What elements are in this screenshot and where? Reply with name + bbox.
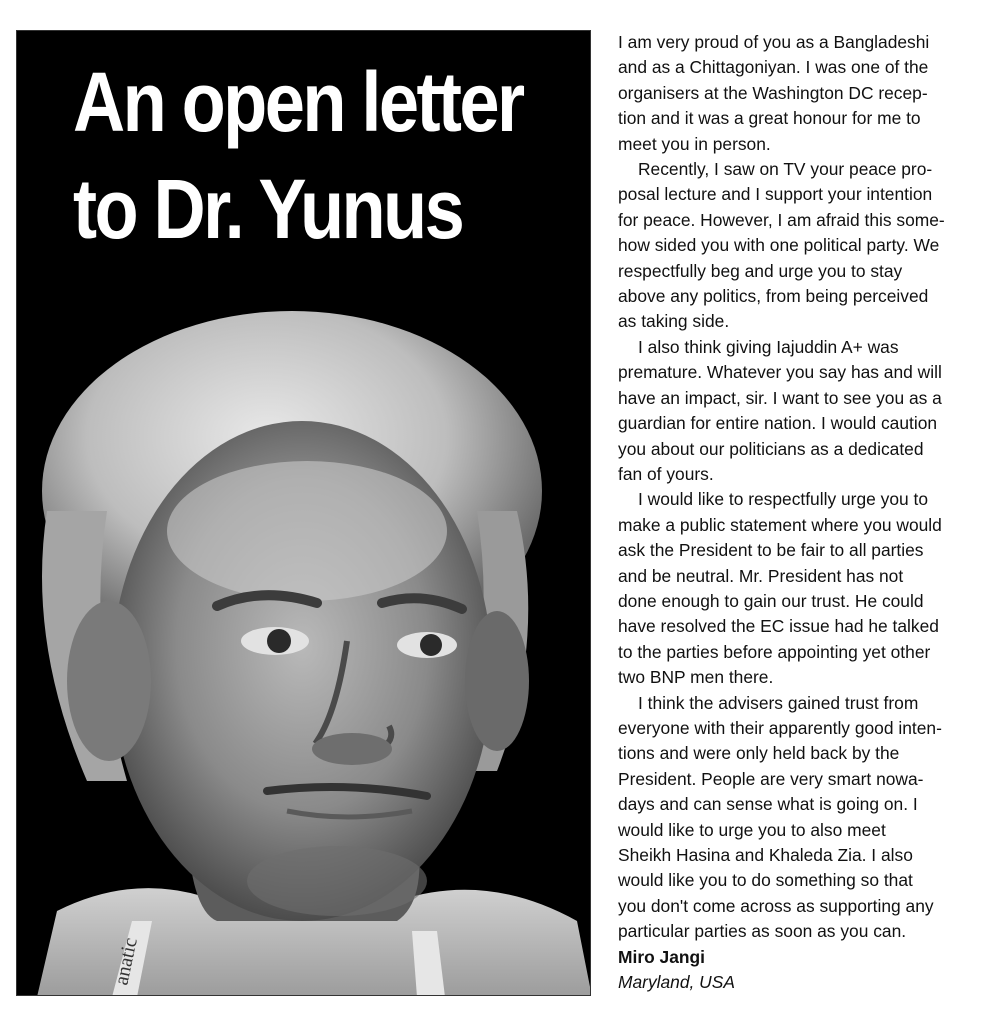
headline-line-1: An open letter [73,55,523,149]
letter-line: to the parties before appointing yet other [618,641,931,662]
letter-line: Sheikh Hasina and Khaleda Zia. I also [618,845,913,865]
headline-line-2: to Dr. Yunus [73,162,463,256]
photo-panel [16,30,591,996]
author-location: Maryland, USA [618,972,735,993]
letter-line: posal lecture and I support your intention [618,184,933,205]
letter-line: particular parties as soon as you can. [618,921,907,942]
letter-line: would like to urge you to also meet [618,819,886,840]
letter-line: organisers at the Washington DC recep- [618,82,928,103]
author-name: Miro Jangi [618,946,705,967]
letter-line: have resolved the EC issue had he talked [618,616,939,637]
letter-line: as taking side. [618,311,730,332]
letter-line: President. People are very smart nowa- [618,768,924,789]
letter-line: above any politics, from being perceived [618,286,929,307]
letter-line: and be neutral. Mr. President has not [618,565,904,586]
letter-line: Recently, I saw on TV your peace pro- [638,159,933,180]
letter-line: and as a Chittagoniyan. I was one of the [618,57,929,78]
letter-line: I also think giving Iajuddin A+ was [638,336,899,357]
letter-line: I think the advisers gained trust from [638,692,919,713]
letter-line: how sided you with one political party. We [618,235,940,256]
letter-line: make a public statement where you would [618,514,942,535]
letter-line: tion and it was a great honour for me to [618,108,921,129]
letter-line: guardian for entire nation. I would caution [618,413,938,434]
letter-line: you about our politicians as a dedicated [618,438,924,459]
letter-line: tions and were only held back by the [618,743,900,764]
letter-line: respectfully beg and urge you to stay [618,260,903,281]
letter-line: premature. Whatever you say has and will [618,362,942,383]
letter-body [618,30,993,995]
letter-line: everyone with their apparently good inten- [618,717,942,738]
letter-line: for peace. However, I am afraid this some- [618,209,945,230]
letter-line: meet you in person. [618,133,771,154]
headline [73,49,523,263]
letter-line: ask the President to be fair to all parties [618,540,924,561]
letter-line: have an impact, sir. I want to see you as a [618,387,942,408]
portrait-photo [17,311,591,996]
letter-line: would like you to do something so that [618,870,913,891]
lanyard-text: anatic [110,935,142,988]
letter-line: days and can sense what is going on. I [618,794,918,815]
letter-line: two BNP men there. [618,667,774,688]
letter-line: I am very proud of you as a Bangladeshi [618,32,930,52]
letter-line: done enough to gain our trust. He could [618,590,924,611]
letter-line: I would like to respectfully urge you to [638,489,928,510]
letter-line: fan of yours. [618,463,714,484]
letter-line: you don't come across as supporting any [618,895,934,916]
